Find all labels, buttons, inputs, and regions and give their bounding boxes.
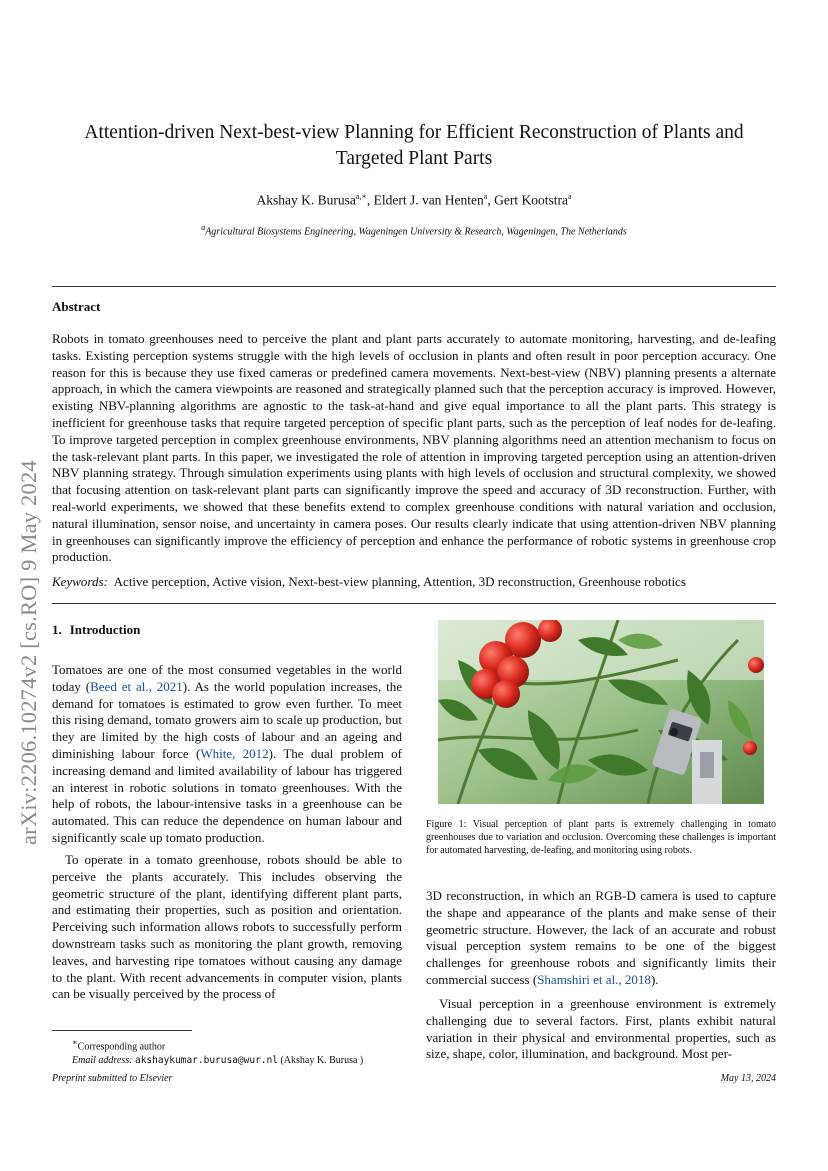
section-number: 1. bbox=[52, 622, 62, 637]
paragraph-text: ). The dual problem of increasing demand and limited availability of labour has triggered an interest in robotic solutions in tomato greenhouses. With the help of robots, the labour-intensive tasks in a greenhouse can be automated. This can reduce the dependence on human labour and significantly scale up tomato production. bbox=[52, 745, 403, 845]
intro-paragraph-1 bbox=[52, 662, 402, 847]
abstract-text: Robots in tomato greenhouses need to perceive the plant and plant parts accurately to automate monitoring, harvesting, and de-leafing tasks. Existing perception systems struggle with the high levels of occlusion in plants and often result in poor perception accuracy. One reason for this is because they use fixed cameras or predefined camera movements. Next-best-view (NBV) planning presents a alternate approach, in which the camera viewpoints are reasoned and strategically planned such that the perception accuracy is improved. However, existing NBV-planning algorithms are agnostic to the task-at-hand and give equal importance to all the plant parts. This strategy is inefficient for greenhouse tasks that require targeted perception of specific plant parts, such as the perception of leaf nodes for de-leafing. To improve targeted perception in complex greenhouse environments, NBV planning algorithms need an attention mechanism to focus on the task-relevant plant parts. In this paper, we investigated the role of attention in improving targeted perception using an attention-driven NBV planning strategy. Through simulation experiments using plants with high levels of occlusion and structural complexity, we showed that focusing attention on task-relevant plant parts can significantly improve the speed and accuracy of 3D reconstruction. Further, with real-world experiments, we showed that these benefits extend to complex greenhouse conditions with natural variation and occlusion, natural illumination, sensor noise, and uncertainty in camera poses. Our results clearly indicate that using attention-driven NBV planning in greenhouses can significantly improve the efficiency of perception and enhance the performance of robotic systems in greenhouse crop production. bbox=[52, 331, 776, 565]
citation-link[interactable]: White, 2012 bbox=[200, 745, 269, 761]
keywords-label: Keywords: bbox=[52, 574, 108, 589]
citation-link[interactable]: Beed et al., 2021 bbox=[90, 678, 183, 694]
footnote-text: Corresponding author bbox=[77, 1041, 166, 1053]
author-name: Gert Kootstra bbox=[494, 192, 568, 208]
intro-paragraph-2-continued bbox=[426, 888, 776, 989]
email-address[interactable]: akshaykumar.burusa@wur.nl bbox=[134, 1055, 278, 1067]
paragraph-text: 3D reconstruction, in which an RGB-D camera is used to capture the shape and appearance of the plants and make sense of their geometric structure. However, the lack of an accurate and robust visual perception system remains to be one of the biggest challenges for greenhouse robots and significantly limits their commercial success ( bbox=[426, 888, 776, 987]
keywords bbox=[52, 574, 686, 590]
abstract-top-rule bbox=[52, 286, 776, 287]
footnote-mark: ∗ bbox=[72, 1038, 78, 1047]
paragraph-text: ). As the world population increases, the demand for tomatoes is estimated to grow even further. To meet this rising demand, tomato growers aim to scale up production, but they are limited by the high costs of labour and an ageing and diminishing labour force ( bbox=[52, 678, 402, 761]
email-owner: (Akshay K. Burusa ) bbox=[280, 1055, 364, 1067]
author-affil-mark: a bbox=[567, 192, 572, 201]
intro-paragraph-3: Visual perception in a greenhouse environment is extremely challenging due to several factors. First, plants exhibit natural variation in their physical and environmental properties, such as size, shape, color, illumination, and background. Most per- bbox=[426, 996, 776, 1062]
paragraph-text: Tomatoes are one of the most consumed vegetables in the world today ( bbox=[52, 662, 402, 694]
author-affil-mark: a,∗ bbox=[355, 192, 367, 201]
section-title: Introduction bbox=[69, 622, 141, 637]
abstract-bottom-rule bbox=[52, 603, 776, 604]
tomato-plant-image bbox=[438, 620, 764, 804]
footnote bbox=[52, 1036, 412, 1068]
email-label: Email address: bbox=[72, 1055, 133, 1067]
affiliation-mark: a bbox=[201, 223, 206, 232]
author-name: Eldert J. van Henten bbox=[373, 192, 484, 208]
figure-tomato-plant-photo bbox=[438, 620, 764, 804]
abstract-heading: Abstract bbox=[52, 299, 101, 314]
author-name: Akshay K. Burusa bbox=[256, 192, 356, 208]
intro-paragraph-2: To operate in a tomato greenhouse, robots should be able to perceive the plants accurately. This includes observing the geometric structure of the plant, identifying different plant parts, and estimating their properties, such as position and orientation. Perceiving such information allows robots to successfully perform downstream tasks such as monitoring the plant growth, removing leaves, and harvesting ripe tomatoes without causing any damage to the plant. With recent advancements in computer vision, plants can be visually perceived by the process of bbox=[52, 852, 402, 1002]
footnote-rule bbox=[52, 1030, 192, 1031]
affiliation-text: Agricultural Biosystems Engineering, Wageningen University & Research, Wageningen, The Netherlands bbox=[205, 226, 627, 238]
citation-link[interactable]: Shamshiri et al., 2018 bbox=[537, 971, 651, 987]
paragraph-text: ). bbox=[650, 971, 659, 987]
section-heading bbox=[52, 622, 402, 638]
figure-caption: Figure 1: Visual perception of plant parts is extremely challenging in tomato greenhouses due to variation and occlusion. Overcoming these challenges is important for automated harvesting, de-leafing, and monitoring using robots. bbox=[426, 819, 776, 856]
footer-date: May 13, 2024 bbox=[720, 1073, 776, 1084]
arxiv-stamp: arXiv:2206.10274v2 [cs.RO] 9 May 2024 bbox=[16, 460, 41, 845]
affiliation bbox=[60, 223, 768, 237]
footer-journal: Preprint submitted to Elsevier bbox=[52, 1073, 173, 1084]
paper-title: Attention-driven Next-best-view Planning for Efficient Reconstruction of Plants and Targeted Plant Parts bbox=[84, 122, 744, 169]
author-affil-mark: a bbox=[483, 192, 488, 201]
keywords-list: Active perception, Active vision, Next-best-view planning, Attention, 3D reconstruction, Greenhouse robotics bbox=[113, 574, 686, 589]
author-list: Akshay K. Burusa$^{a,∗}$, Eldert J. van Henten$^a$, Gert Kootstra$^a$ bbox=[256, 192, 572, 208]
